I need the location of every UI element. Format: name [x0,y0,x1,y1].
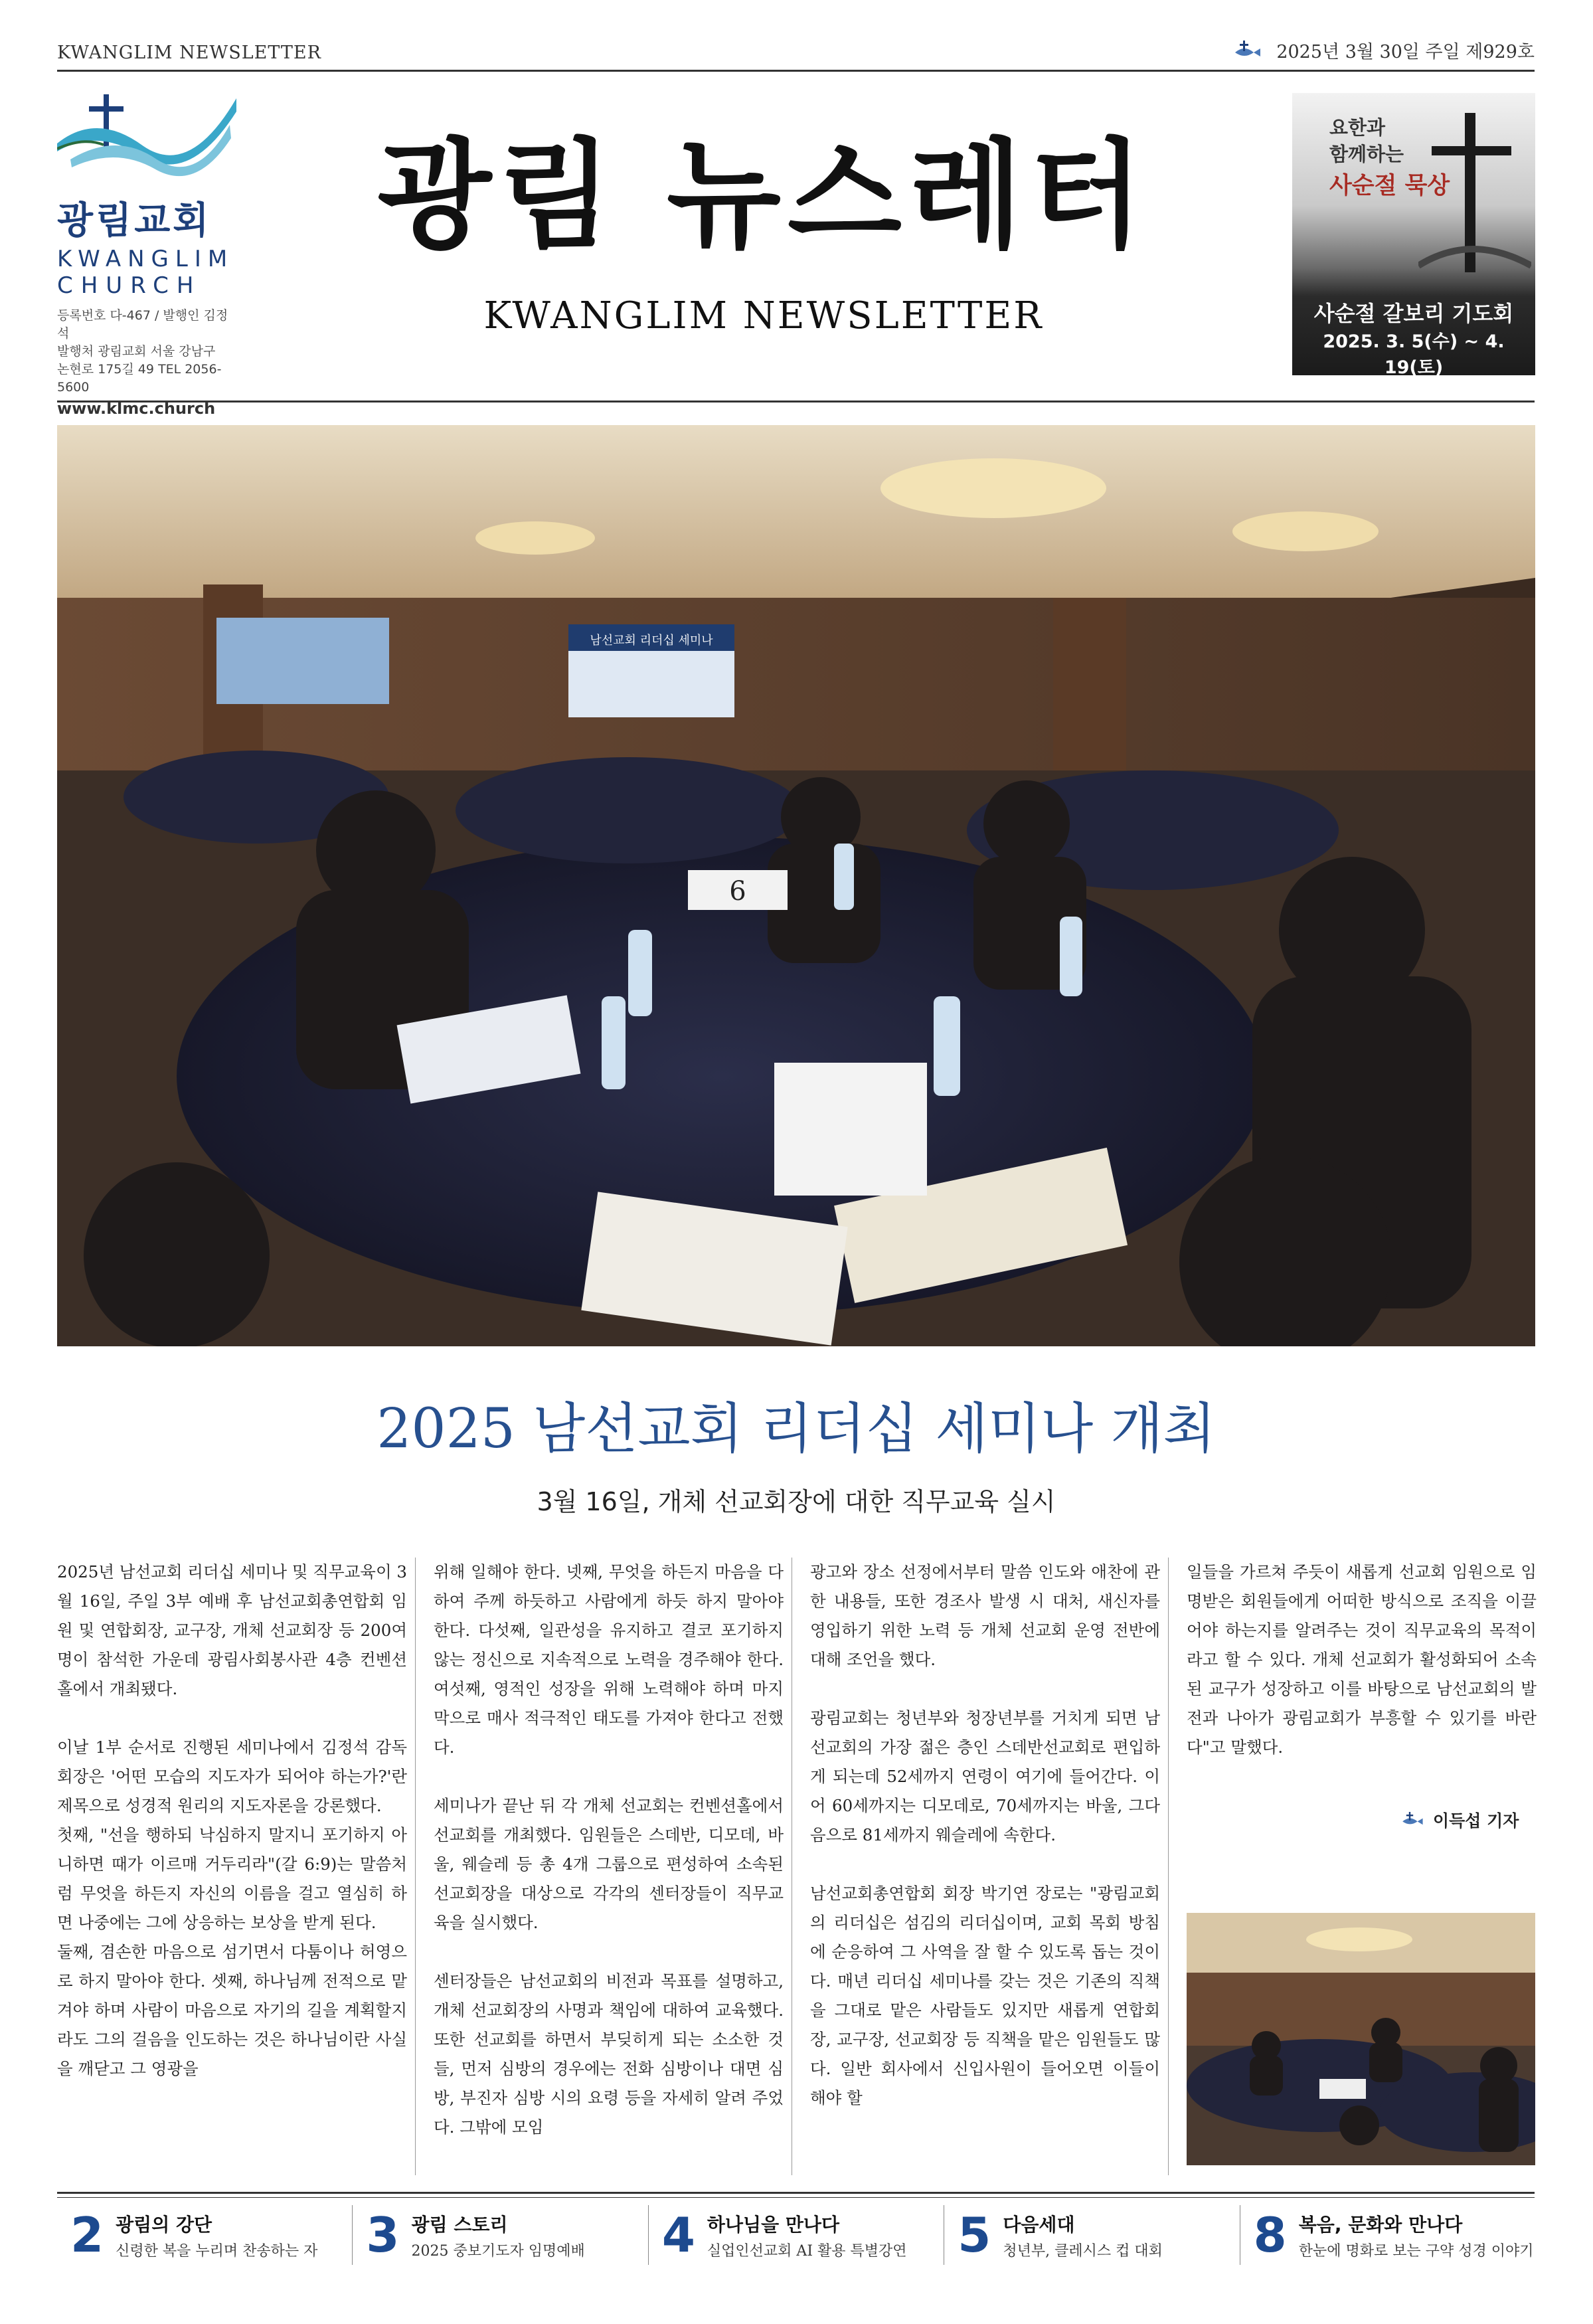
paragraph: 센터장들은 남선교회의 비전과 목표를 설명하고, 개체 선교회장의 사명과 책임에 대하여 교육했다. 또한 선교회를 하면서 부딪히게 되는 소소한 것들, 먼저 심방의 경우에는 전화 심방이나 대면 심방, 부진자 심방 시의 요령 등을 자세히 알려 주었다. 그밖에 모임 [434,1971,784,2137]
header-divider [57,401,1535,402]
section-desc: 청년부, 클레시스 컵 대회 [1003,2242,1163,2260]
publisher-info-3: 논현로 175길 49 TEL 2056-5600 [57,362,222,395]
index-item-page-5[interactable] [944,2205,1240,2265]
table-number: 6 [729,876,746,907]
church-name-en-2: CHURCH [57,272,202,299]
paragraph: 일들을 가르쳐 주듯이 새롭게 선교회 임원으로 임명받은 회원들에게 어떠한 방식으로 조직을 이끌어야 하는지를 알려주는 것이 직무교육의 목적이라고 할 수 있다. 개체 선교회가 활성화되어 소속된 교구가 성장하고 이를 바탕으로 남선교회의 발전과 나아가 광림교회가 부흥할 수 있기를 바란다"고 말했다. [1187,1562,1537,1757]
index-item-page-4[interactable] [649,2205,944,2265]
church-name-en-1: KWANGLIM [57,246,234,272]
column-divider [415,1558,416,2175]
section-title: 복음, 문화와 만나다 [1298,2213,1463,2236]
ad-banner-date: 2025. 3. 5(수) ~ 4. 19(토) [1323,331,1505,375]
article-headline: 2025 남선교회 리더십 세미나 개최 [377,1397,1216,1461]
article-column-1 [57,1558,407,2084]
paragraph: 위해 일해야 한다. 넷째, 무엇을 하든지 마음을 다하여 주께 하듯하고 사람에게 하듯 하지 말아야 한다. 다섯째, 일관성을 유지하고 결코 포기하지 않는 정신으로 지속적으로 노력을 경주해야 한다. 여섯째, 영적인 성장을 위해 노력해야 하며 마지막으로 매사 적극적인 태도를 가져야 한다고 전했다. [434,1562,784,1757]
issue-info [1234,37,1535,63]
reporter-byline [1401,1808,1519,1832]
church-name-kr: 광림교회 [57,199,212,242]
ad-line-1: 요한과 [1329,116,1386,139]
seminar-inset-photo [1187,1913,1535,2165]
section-title: 광림의 강단 [116,2213,212,2236]
paragraph: 광림교회는 청년부와 청장년부를 거치게 되면 남선교회의 가장 젊은 층인 스데반선교회로 편입하게 되는데 52세까지 연령이 여기에 들어간다. 이어 60세까지는 디모데로, 70세까지는 바울, 그다음으로 81세까지 웨슬레에 속한다. [810,1708,1160,1844]
fish-cross-icon [1234,41,1264,60]
page-number: 3 [366,2207,400,2263]
top-brand-label: KWANGLIM NEWSLETTER [57,43,321,63]
masthead-title-kr: 광림 뉴스레터 [377,126,1150,264]
section-desc: 한눈에 명화로 보는 구약 성경 이야기 [1298,2242,1534,2260]
publisher-info-2: 발행처 광림교회 서울 강남구 [57,344,216,359]
index-item-page-8[interactable] [1240,2205,1535,2265]
masthead-title-en: KWANGLIM NEWSLETTER [483,294,1044,337]
article-column-2 [434,1558,784,2142]
section-desc: 실업인선교회 AI 활용 특별강연 [707,2242,907,2260]
paragraph: 남선교회총연합회 회장 박기연 장로는 "광림교회의 리더십은 섬김의 리더십이며, 교회 목회 방침에 순응하여 그 사역을 잘 할 수 있도록 돕는 것이다. 매년 리더십 세미나를 갖는 것은 기존의 직책을 그대로 맡은 사람들도 있지만 새롭게 연합회장, 교구장, 선교회장 등 직책을 맡은 임원들도 많다. 일반 회사에서 신입사원이 들어오면 이들이 해야 할 [810,1884,1160,2107]
issue-date-text: 2025년 3월 30일 주일 제929호 [1276,42,1535,62]
top-divider [57,70,1535,72]
ad-highlight: 사순절 묵상 [1329,173,1450,199]
section-desc: 2025 중보기도자 임명예배 [411,2242,585,2260]
page-number: 5 [958,2207,991,2263]
paragraph: 광고와 장소 선정에서부터 말씀 인도와 애찬에 관한 내용들, 또한 경조사 발생 시 대처, 새신자를 영입하기 위한 노력 등 개체 선교회 운영 전반에 대해 조언을 했다. [810,1562,1160,1669]
cross-icon [1418,113,1531,279]
page-number: 4 [661,2207,695,2263]
hall-illustration [57,425,1535,1346]
index-item-page-2[interactable] [57,2205,353,2265]
index-item-page-3[interactable] [353,2205,648,2265]
inset-illustration [1187,1913,1535,2165]
footer-divider-thin [57,2197,1535,2198]
article-column-3 [810,1558,1160,2113]
footer-divider [57,2192,1535,2194]
ad-banner-title: 사순절 갈보리 기도회 [1313,301,1514,326]
paragraph: 첫째, "선을 행하되 낙심하지 말지니 포기하지 아니하면 때가 이르매 거두리라"(갈 6:9)는 말씀처럼 무엇을 하든지 자신의 이름을 걸고 열심히 하면 나중에는 그에 상응하는 보상을 받게 된다. [57,1825,407,1932]
publisher-info-1: 등록번호 다-467 / 발행인 김정석 [57,308,228,341]
paragraph: 세미나가 끝난 뒤 각 개체 선교회는 컨벤션홀에서 선교회를 개최했다. 임원들은 스데반, 디모데, 바울, 웨슬레 등 총 4개 그룹으로 편성하여 소속된 선교회장을 대상으로 각각의 센터장들이 직무교육을 실시했다. [434,1796,784,1932]
paragraph: 2025년 남선교회 리더십 세미나 및 직무교육이 3월 16일, 주일 3부 예배 후 남선교회총연합회 임원 및 연합회장, 교구장, 개체 선교회장 등 200여 명이 참석한 가운데 광림사회봉사관 4층 컨벤션홀에서 개최됐다. [57,1562,408,1698]
slide-text: 남선교회 리더십 세미나 [590,634,713,648]
church-logo-icon [57,85,236,185]
church-website-link[interactable]: www.klmc.church [57,399,216,418]
page-number: 2 [70,2207,104,2263]
ad-line-2: 함께하는 [1329,143,1404,165]
paragraph: 둘째, 겸손한 마음으로 섬기면서 다툼이나 허영으로 하지 말아야 한다. 셋째, 하나님께 전적으로 맡겨야 하며 사람이 마음으로 자기의 길을 계획할지라도 그의 걸음을 인도하는 것은 하나님이란 사실을 깨닫고 그 영광을 [57,1942,407,2078]
ad-heading [1329,114,1404,167]
contents-index [57,2205,1535,2265]
section-desc: 신령한 복을 누리며 찬송하는 자 [116,2242,318,2260]
fish-cross-icon [1401,1812,1426,1828]
article-subhead: 3월 16일, 개체 선교회장에 대한 직무교육 실시 [537,1487,1056,1516]
lent-prayer-ad[interactable] [1292,93,1535,375]
section-title: 하나님을 만나다 [707,2213,840,2236]
section-title: 다음세대 [1003,2213,1075,2236]
paragraph: 이날 1부 순서로 진행된 세미나에서 김정석 감독회장은 '어떤 모습의 지도자가 되어야 하는가?'란 제목으로 성경적 원리의 지도자론을 강론했다. [57,1738,407,1815]
page-number: 8 [1253,2207,1287,2263]
column-divider [1168,1558,1169,2175]
article-column-4 [1187,1558,1537,1762]
section-title: 광림 스토리 [411,2213,508,2236]
seminar-hall-photo [57,425,1535,1346]
reporter-name: 이득섭 기자 [1433,1811,1519,1831]
church-logo-block [57,85,236,418]
